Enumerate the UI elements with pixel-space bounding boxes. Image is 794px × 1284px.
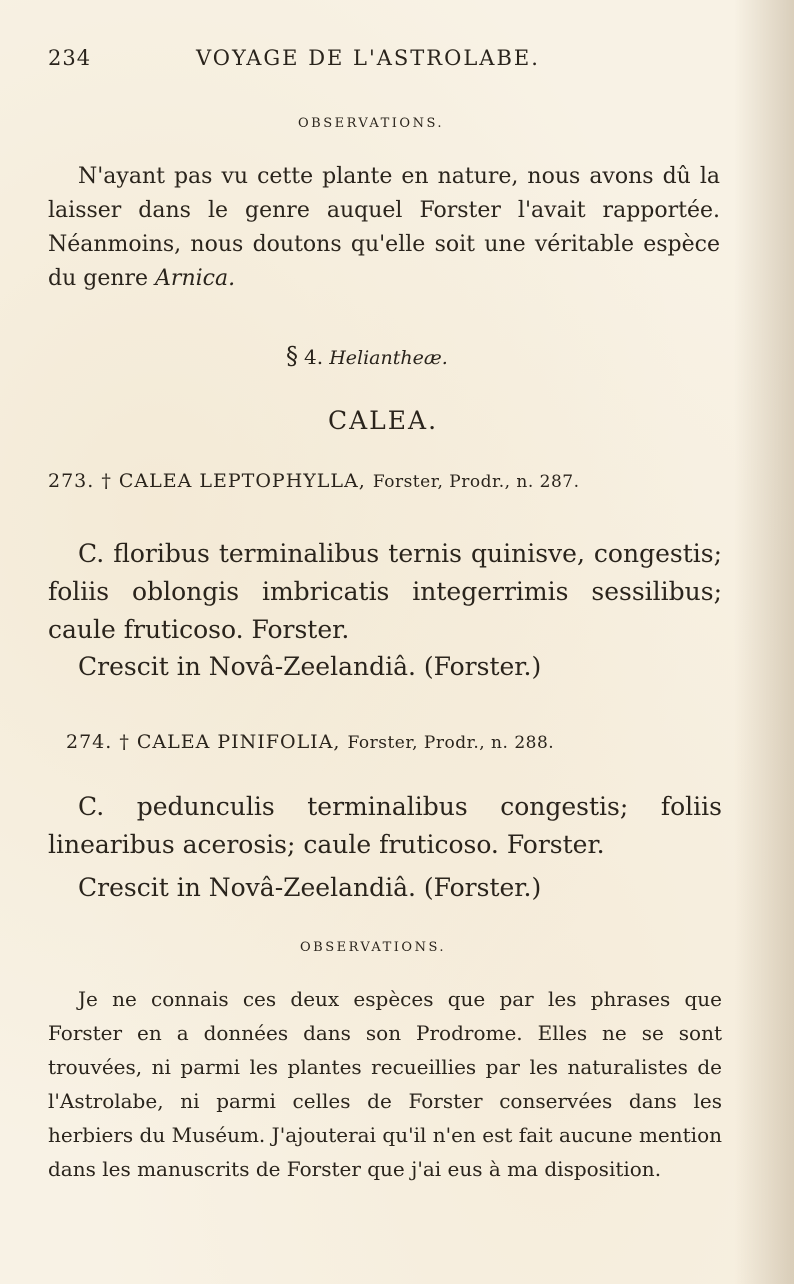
- observations-heading-2: OBSERVATIONS.: [300, 940, 447, 955]
- species-name: 273. † CALEA LEPTOPHYLLA,: [48, 470, 366, 492]
- species-reference: Forster, Prodr., n. 288.: [347, 733, 555, 753]
- species-entry-274: [66, 731, 554, 753]
- species-habitat-274: Crescit in Novâ-Zeelandiâ. (Forster.): [78, 873, 542, 902]
- genus-arnica: Arnica.: [155, 266, 236, 291]
- section-symbol: §: [286, 342, 298, 370]
- section-heading: [286, 342, 448, 370]
- running-head: VOYAGE DE L'ASTROLABE.: [196, 46, 540, 70]
- species-habitat-273: Crescit in Novâ-Zeelandiâ. (Forster.): [78, 652, 542, 681]
- observations-heading-1: OBSERVATIONS.: [298, 116, 445, 131]
- section-number: 4.: [304, 345, 324, 369]
- section-name: Heliantheæ.: [329, 347, 448, 369]
- page-header: [48, 46, 588, 78]
- page-edge-shadow: [734, 0, 794, 1284]
- species-name: 274. † CALEA PINIFOLIA,: [66, 731, 341, 753]
- observations-paragraph-1: [48, 160, 720, 296]
- species-entry-273: [48, 470, 580, 492]
- observations-paragraph-2: Je ne connais ces deux espèces que par les phrases que Forster en a données dans son Prodrome. Elles ne se sont trouvées, ni parmi les plantes recueillies par les naturalistes de l'Astrolabe, ni parmi celles de Forster conservées dans les herbiers du Muséum. J'ajouterai qu'il n'en est fait aucune mention dans les manuscrits de Forster que j'ai eus à ma disposition.: [48, 987, 722, 1181]
- page-number: 234: [48, 46, 92, 70]
- species-reference: Forster, Prodr., n. 287.: [372, 472, 580, 492]
- species-diagnosis-273: C. floribus terminalibus ternis quinisve, congestis; foliis oblongis imbricatis integerrimis sessilibus; caule fruticoso. Forster.: [48, 539, 722, 644]
- species-diagnosis-274: C. pedunculis terminalibus congestis; foliis linearibus acerosis; caule fruticoso. Forster.: [48, 792, 722, 859]
- genus-title: CALEA.: [328, 406, 439, 435]
- observations-text-1: N'ayant pas vu cette plante en nature, nous avons dû la laisser dans le genre auquel Forster l'avait rapportée. Néanmoins, nous doutons qu'elle soit une véritable espèce du genre: [48, 164, 720, 291]
